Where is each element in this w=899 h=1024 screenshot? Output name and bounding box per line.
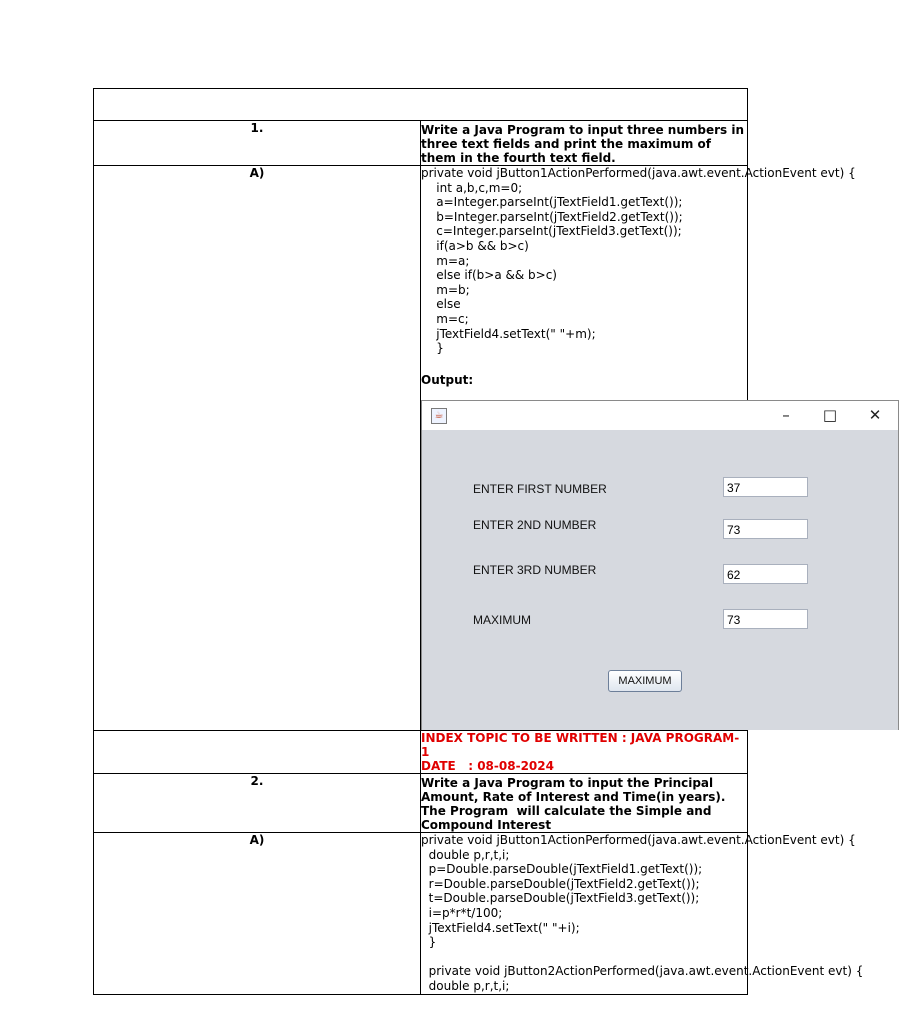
answer-row-1	[94, 166, 748, 731]
third-number-field[interactable]: 62	[723, 564, 808, 584]
answer-cell	[421, 833, 864, 995]
question-cell	[421, 121, 748, 166]
index-cell	[421, 731, 748, 774]
index-topic: INDEX TOPIC TO BE WRITTEN : JAVA PROGRAM-1	[421, 731, 740, 759]
window-content	[422, 430, 898, 730]
maximum-label: MAXIMUM	[473, 612, 531, 627]
code-block: private void jButton1ActionPerformed(java.awt.event.ActionEvent evt) { int a,b,c,m=0; a=Integer.parseInt(jTextField1.getText()); b=Integer.parseInt(jTextField2.getText()); c=Integer.parseInt(jTextField3.getText()); if(a>b && b>c) m=a; else if(b>a && b>c) m=b; else m=c; jTextField4.setText(" "+m); }	[421, 166, 856, 356]
question-number: 2.	[94, 774, 421, 833]
document-page	[93, 88, 882, 995]
question-row-1	[94, 121, 748, 166]
question-cell	[421, 774, 748, 833]
close-icon[interactable]: ✕	[868, 405, 882, 424]
question-text: Write a Java Program to input three numbers in three text fields and print the maximum of them in the fourth text field.	[421, 123, 745, 165]
maximum-field[interactable]: 73	[723, 609, 808, 629]
minimize-icon[interactable]: –	[782, 405, 790, 424]
output-label: Output:	[421, 372, 474, 387]
java-icon: ☕	[431, 408, 447, 424]
code-block: private void jButton1ActionPerformed(java.awt.event.ActionEvent evt) { double p,r,t,i; p=Double.parseDouble(jTextField1.getText()); r=Double.parseDouble(jTextField2.getText()); t=Double.parseDouble(jTextField3.getText()); i=p*r*t/100; jTextField4.setText(" "+i); } private void jButton2ActionPerformed(java.awt.event.ActionEvent evt) { double p,r,t,i;	[421, 833, 864, 993]
header-row	[94, 89, 748, 121]
second-number-label: ENTER 2ND NUMBER	[473, 517, 597, 532]
answer-label: A)	[94, 166, 421, 731]
third-number-label: ENTER 3RD NUMBER	[473, 562, 597, 577]
answer-label: A)	[94, 833, 421, 995]
index-date: DATE : 08-08-2024	[421, 759, 554, 773]
first-number-label: ENTER FIRST NUMBER	[473, 481, 607, 496]
second-number-field[interactable]: 73	[723, 519, 808, 539]
app-window-screenshot	[421, 400, 899, 730]
maximize-icon[interactable]: □	[822, 405, 838, 424]
answer-cell	[421, 166, 882, 731]
index-empty-cell	[94, 731, 421, 774]
answer-row-2	[94, 833, 748, 995]
maximum-button[interactable]: MAXIMUM	[608, 670, 682, 692]
question-row-2	[94, 774, 748, 833]
question-text: Write a Java Program to input the Principal Amount, Rate of Interest and Time(in years). The Program will calculate the Simple and Compound Interest	[421, 776, 730, 832]
empty-header-cell	[94, 89, 748, 121]
program-table	[93, 88, 882, 995]
index-row	[94, 731, 748, 774]
window-titlebar	[422, 401, 898, 430]
first-number-field[interactable]: 37	[723, 477, 808, 497]
question-number: 1.	[94, 121, 421, 166]
